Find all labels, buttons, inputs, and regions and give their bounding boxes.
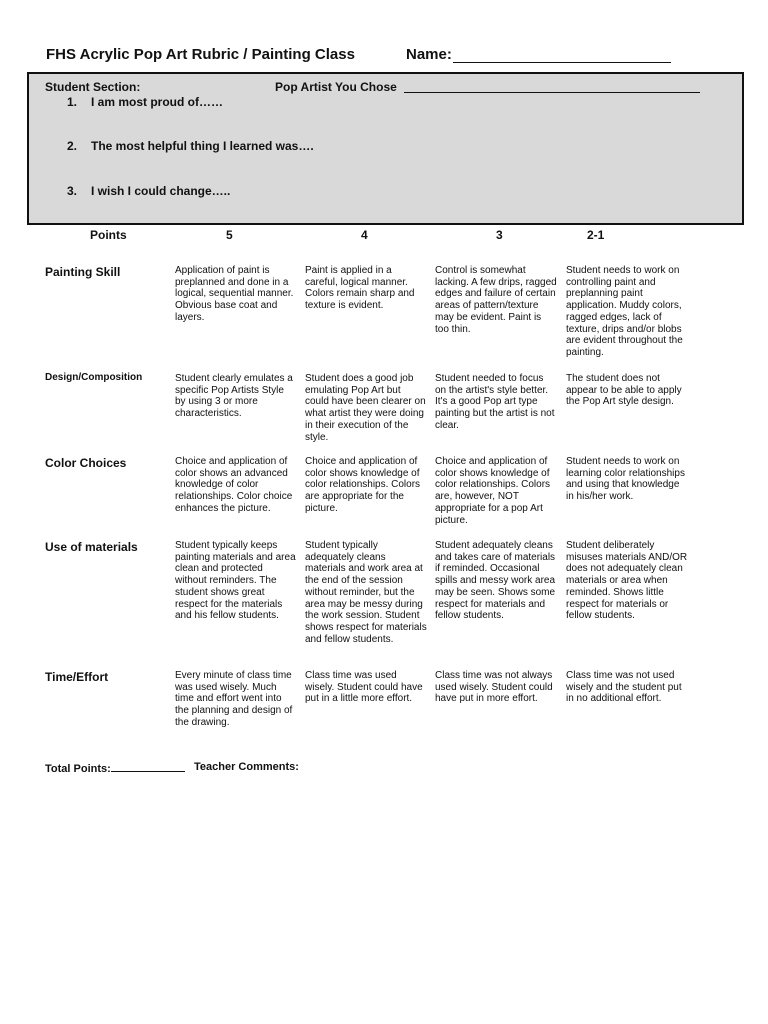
total-points-field[interactable] [111, 761, 185, 772]
rubric-cell: Student adequately cleans and takes care of materials if reminded. Occasional spills and messy work area may be seen. Shows some respect for materials and fellow students. [435, 540, 556, 622]
prompt-number: 2. [67, 139, 78, 153]
rubric-cell: The student does not appear to be able to apply the Pop Art style design. [566, 373, 682, 408]
points-header: Points [90, 228, 127, 242]
name-label: Name: [406, 46, 452, 63]
rubric-cell: Student typically adequately cleans materials and work area at the end of the session without reminder, but the area may be messy during the work session. Student shows respect for materials and fellow students. [305, 540, 427, 645]
prompt-text: The most helpful thing I learned was…. [91, 139, 314, 153]
points-3-header: 3 [496, 228, 503, 242]
rubric-cell: Student needs to work on controlling paint and preplanning paint application. Muddy colors, ragged edges, lack of texture, drips and/or blobs are evident throughout the painting. [566, 265, 683, 358]
prompt-text: I wish I could change….. [91, 184, 231, 198]
prompt-text: I am most proud of…… [91, 95, 223, 109]
total-points-label: Total Points: [45, 763, 111, 775]
rubric-cell: Student typically keeps painting materials and area clean and protected without reminders. The student shows great respect for the materials and his fellow students. [175, 540, 296, 622]
rubric-cell: Student needs to work on learning color relationships and using that knowledge in his/her work. [566, 456, 685, 503]
criterion-design-composition: Design/Composition [45, 372, 143, 383]
criterion-use-of-materials: Use of materials [45, 540, 138, 554]
rubric-cell: Class time was not always used wisely. Student could have put in more effort. [435, 670, 553, 705]
prompt-3 [67, 184, 230, 198]
rubric-cell: Student needed to focus on the artist's style better. It's a good Pop art type painting but the artist is not clear. [435, 373, 555, 431]
page-title: FHS Acrylic Pop Art Rubric / Painting Class [46, 46, 355, 63]
rubric-cell: Student does a good job emulating Pop Art but could have been clearer on what artist they were doing in their execution of the style. [305, 373, 426, 443]
rubric-cell: Class time was used wisely. Student could have put in a little more effort. [305, 670, 423, 705]
rubric-cell: Student deliberately misuses materials AND/OR does not adequately clean materials or area when reminded. Shows little respect for materials or fellow students. [566, 540, 688, 622]
prompt-2 [67, 139, 314, 153]
rubric-cell: Paint is applied in a careful, logical manner. Colors remain sharp and texture is evident. [305, 265, 415, 312]
rubric-cell: Control is somewhat lacking. A few drips, ragged edges and failure of certain areas of pattern/texture may be evident. Paint is too thin. [435, 265, 557, 335]
student-section-label: Student Section: [45, 80, 141, 94]
total-points [45, 761, 185, 775]
rubric-cell: Class time was not used wisely and the student put in no additional effort. [566, 670, 682, 705]
points-5-header: 5 [226, 228, 233, 242]
rubric-cell: Student clearly emulates a specific Pop Artists Style by using 3 or more characteristics. [175, 373, 293, 420]
pop-artist-field[interactable] [404, 92, 700, 93]
prompt-number: 1. [67, 95, 78, 109]
prompt-1 [67, 95, 223, 109]
rubric-cell: Choice and application of color shows an advanced knowledge of color relationships. Color choice enhances the picture. [175, 456, 293, 514]
rubric-cell: Choice and application of color shows knowledge of color relationships. Colors are, however, NOT appropriate for a pop Art picture. [435, 456, 551, 526]
criterion-color-choices: Color Choices [45, 456, 127, 470]
points-2-1-header: 2-1 [587, 228, 605, 242]
prompt-number: 3. [67, 184, 78, 198]
criterion-painting-skill: Painting Skill [45, 265, 121, 279]
teacher-comments-label: Teacher Comments: [194, 761, 299, 773]
points-4-header: 4 [361, 228, 368, 242]
rubric-cell: Choice and application of color shows knowledge of color relationships. Colors are appropriate for the picture. [305, 456, 421, 514]
pop-artist-label: Pop Artist You Chose [275, 80, 397, 94]
rubric-cell: Every minute of class time was used wisely. Much time and effort went into the planning and design of the drawing. [175, 670, 293, 728]
name-field[interactable] [453, 62, 671, 63]
rubric-cell: Application of paint is preplanned and done in a logical, sequential manner. Obvious base coat and layers. [175, 265, 294, 323]
criterion-time-effort: Time/Effort [45, 670, 109, 684]
